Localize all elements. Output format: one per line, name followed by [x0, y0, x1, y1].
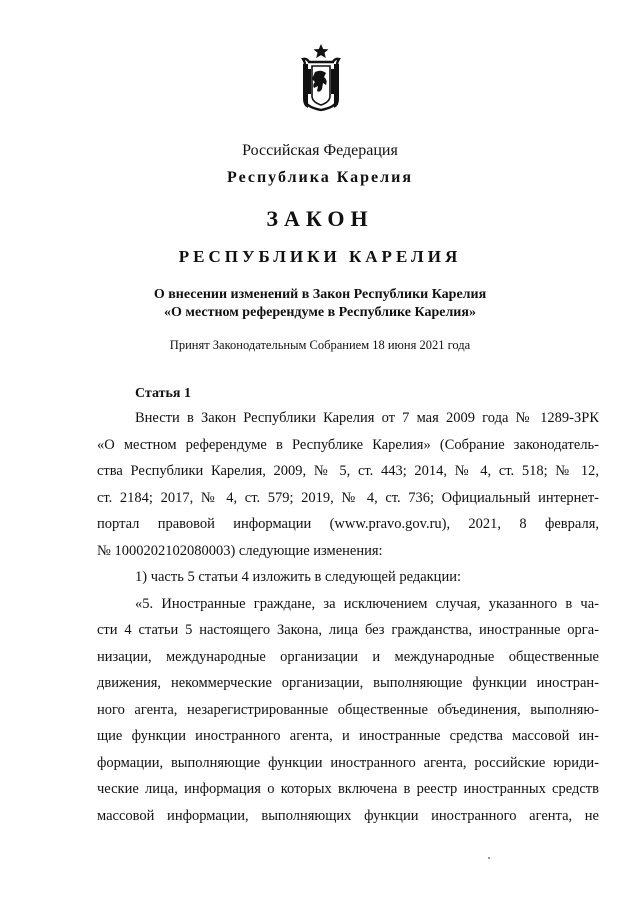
document-title [0, 286, 640, 322]
body-line: ческие лица, информация о которых включена в реестр иностранных средств [97, 781, 599, 797]
title-line-1: О внесении изменений в Закон Республики Карелия [153, 287, 487, 302]
karelia-coat-of-arms-icon [295, 42, 347, 112]
body-line: Внести в Закон Республики Карелия от 7 мая 2009 года № 1289-ЗРК [135, 410, 599, 426]
body-line: ства Республики Карелия, 2009, № 5, ст. 443; 2014, № 4, ст. 518; № 12, [97, 463, 599, 479]
article-heading: Статья 1 [135, 386, 191, 401]
body-line: ст. 2184; 2017, № 4, ст. 579; 2019, № 4, ст. 736; Официальный интернет- [97, 489, 599, 506]
adoption-note: Принят Законодательным Собранием 18 июня 2021 года [169, 338, 471, 352]
body-line: 1) часть 5 статьи 4 изложить в следующей редакции: [135, 569, 461, 585]
body-line: массовой информации, выполняющих функции иностранного агента, не [97, 807, 599, 824]
country-name: Российская Федерация [242, 142, 398, 159]
body-line: «О местном референдуме в Республике Карелия» (Собрание законодатель- [97, 436, 599, 453]
body-line: движения, некоммерческие организации, выполняющие функции иностран- [97, 675, 599, 691]
body-line: формации, выполняющие функции иностранного агента, российские юриди- [97, 754, 599, 771]
body-line: № 1000202102080003) следующие изменения: [97, 542, 383, 559]
body-line: низации, международные организации и международные общественные [97, 648, 599, 665]
document-type: ЗАКОН [266, 206, 374, 231]
title-line-2: «О местном референдуме в Республике Карелия» [164, 305, 476, 320]
article-body [97, 405, 599, 829]
body-line: щие функции иностранного агента, и иностранные средства массовой ин- [97, 728, 599, 744]
body-line: ного агента, незарегистрированные общественные объединения, выполняю- [97, 701, 599, 718]
body-line: сти 4 статьи 5 настоящего Закона, лица без гражданства, иностранные орга- [97, 622, 599, 638]
body-line: портал правовой информации (www.pravo.gov.ru), 2021, 8 февраля, [97, 516, 599, 532]
republic-name: Республика Карелия [227, 169, 413, 186]
body-line: «5. Иностранные граждане, за исключением случая, указанного в ча- [135, 595, 599, 612]
scan-speck [488, 857, 490, 859]
document-issuer: РЕСПУБЛИКИ КАРЕЛИЯ [178, 247, 462, 266]
